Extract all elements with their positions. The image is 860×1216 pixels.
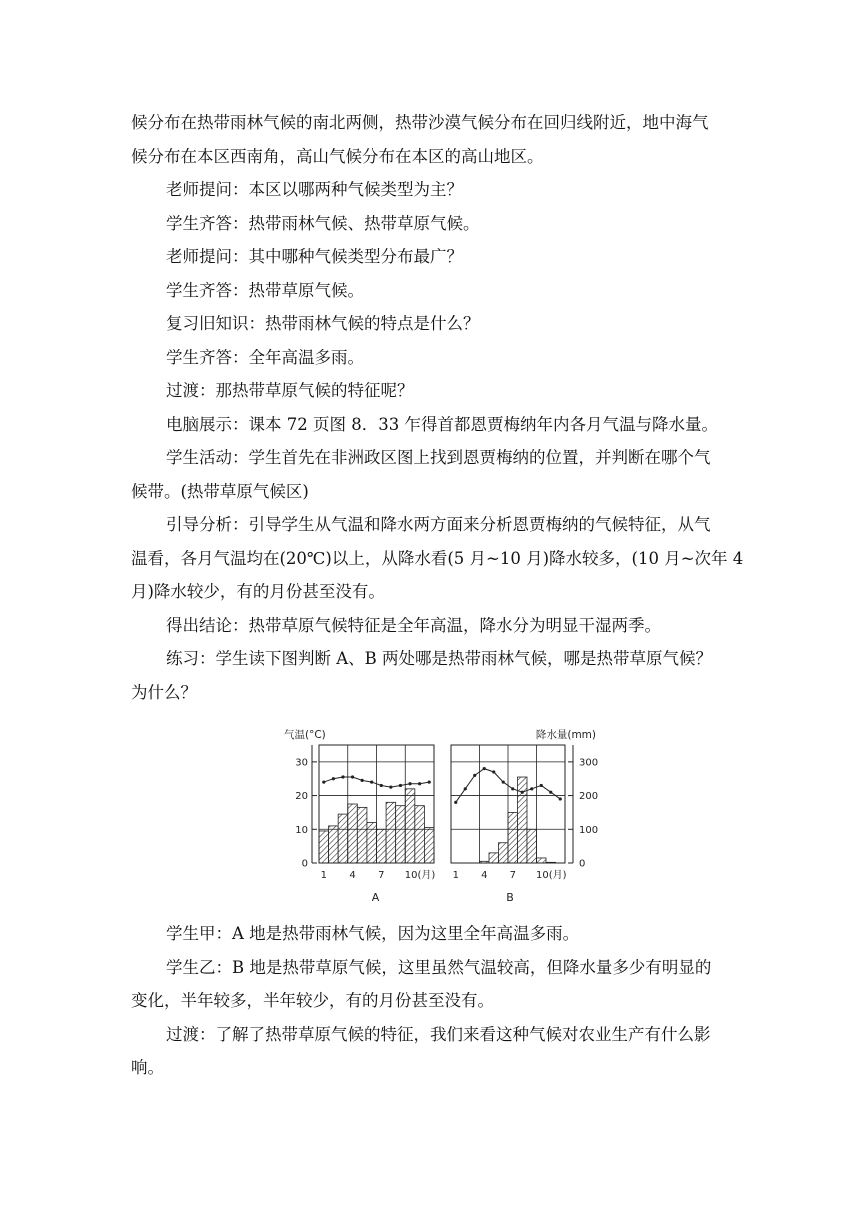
text-line: 月)降水较少，有的月份甚至没有。 [131, 582, 385, 601]
text-line: 过渡：了解了热带草原气候的特征，我们来看这种气候对农业生产有什么影 [166, 1025, 711, 1044]
chart-a-temp-point [341, 775, 344, 778]
chart-b-precip-bar [527, 829, 537, 863]
text-line: 变化，半年较多，半年较少，有的月份甚至没有。 [131, 991, 494, 1010]
chart-b-precip-bar [508, 812, 518, 863]
text-line: 学生齐答：热带草原气候。 [166, 281, 364, 300]
chart-a-precip-bar [367, 823, 377, 863]
chart-a-temp-point [351, 775, 354, 778]
chart-b-temp-point [473, 774, 476, 777]
chart-b-x-tick-label: 4 [481, 870, 488, 881]
text-line: 学生甲：A 地是热带雨林气候，因为这里全年高温多雨。 [166, 924, 580, 943]
chart-a-precip-bar [348, 804, 358, 863]
text-line: 练习：学生读下图判断 A、B 两处哪是热带雨林气候，哪是热带草原气候？ [166, 649, 713, 668]
chart-a-y-tick-label: 30 [295, 757, 308, 769]
chart-a-precip-bar [357, 807, 367, 863]
chart-a-y-tick-label: 0 [301, 858, 308, 870]
chart-a-temp-point [361, 779, 364, 782]
text-line: 候分布在热带雨林气候的南北两侧，热带沙漠气候分布在回归线附近，地中海气 [131, 113, 709, 132]
chart-b-temp-point [540, 784, 543, 787]
chart-a-label: A [371, 891, 380, 904]
text-line: 学生活动：学生首先在非洲政区图上找到恩贾梅纳的位置，并判断在哪个气 [166, 448, 711, 467]
chart-b-x-tick-label: 7 [509, 870, 516, 881]
chart-b-temp-point [521, 791, 524, 794]
chart-a-precip-bar [386, 802, 396, 863]
chart-a-y-tick-label: 20 [295, 791, 308, 803]
chart-a-x-tick-label: 4 [349, 870, 356, 881]
chart-a-precip-bar [319, 831, 329, 863]
chart-b-precip-bar [489, 853, 499, 863]
text-line: 过渡：那热带草原气候的特征呢？ [166, 381, 414, 400]
chart-b-y-tick-label: 200 [579, 791, 599, 803]
text-line: 电脑展示：课本 72 页图 8．33 乍得首都恩贾梅纳年内各月气温与降水量。 [166, 415, 718, 434]
chart-a-temp-point [322, 780, 325, 783]
chart-b-y-axis-title: 降水量(mm) [535, 729, 596, 741]
chart-a-y-tick-label: 10 [295, 824, 308, 836]
chart-b-x-tick-label: 1 [452, 870, 459, 881]
chart-a-temp-point [370, 780, 373, 783]
text-line: 温看，各月气温均在(20℃)以上，从降水看(5 月~10 月)降水较多，(10 月~次年 4 [131, 549, 744, 568]
text-line: 响。 [131, 1058, 164, 1077]
text-line: 候分布在本区西南角，高山气候分布在本区的高山地区。 [131, 147, 544, 166]
text-line: 引导分析：引导学生从气温和降水两方面来分析恩贾梅纳的气候特征，从气 [166, 515, 711, 534]
chart-a-temp-point [332, 777, 335, 780]
chart-a-temp-point [428, 780, 431, 783]
text-line: 复习旧知识：热带雨林气候的特点是什么？ [166, 314, 480, 333]
chart-b-temp-point [464, 787, 467, 790]
chart-a-precip-bar [338, 814, 348, 863]
text-line: 学生齐答：全年高温多雨。 [166, 348, 364, 367]
chart-a-precip-bar [377, 829, 387, 863]
chart-a-precip-bar [329, 826, 339, 863]
chart-a-precip-bar [424, 828, 434, 863]
chart-b-precip-bar [537, 858, 547, 863]
chart-b-temp-point [559, 797, 562, 800]
chart-b-label: B [506, 891, 514, 904]
chart-a-precip-bar [396, 806, 406, 863]
chart-b-temp-point [511, 787, 514, 790]
chart-b-temp-point [483, 767, 486, 770]
chart-a-precip-bar [415, 806, 425, 863]
chart-b-y-tick-label: 0 [579, 858, 586, 870]
text-line: 为什么？ [131, 683, 197, 702]
climate-charts-figure [270, 722, 600, 908]
chart-a-temp-point [408, 782, 411, 785]
chart-b-precip-bar [499, 843, 509, 863]
chart-a-x-tick-label: 10(月) [404, 870, 436, 881]
chart-a-x-tick-label: 7 [378, 870, 385, 881]
chart-a-temp-point [399, 784, 402, 787]
chart-a-temp-point [380, 784, 383, 787]
text-line: 学生齐答：热带雨林气候、热带草原气候。 [166, 214, 480, 233]
chart-a-temp-point [418, 782, 421, 785]
chart-b-y-tick-label: 300 [579, 757, 599, 769]
text-line: 得出结论：热带草原气候特征是全年高温，降水分为明显干湿两季。 [166, 616, 661, 635]
text-line: 学生乙：B 地是热带草原气候，这里虽然气温较高，但降水量多少有明显的 [166, 958, 712, 977]
chart-a-precip-bar [405, 789, 415, 863]
chart-b-temp-point [549, 791, 552, 794]
chart-a-y-axis-title: 气温(°C) [284, 729, 326, 741]
chart-b [451, 728, 598, 904]
chart-a-temp-point [389, 786, 392, 789]
chart-b-temp-point [530, 787, 533, 790]
chart-b-temp-point [492, 770, 495, 773]
text-line: 老师提问：本区以哪两种气候类型为主？ [166, 180, 463, 199]
text-line: 候带。(热带草原气候区) [131, 482, 309, 501]
chart-a [284, 728, 435, 904]
text-line: 老师提问：其中哪种气候类型分布最广？ [166, 247, 463, 266]
chart-b-y-tick-label: 100 [579, 824, 599, 836]
chart-b-temp-point [454, 801, 457, 804]
chart-b-precip-bar [518, 777, 528, 863]
chart-a-x-tick-label: 1 [320, 870, 327, 881]
chart-b-temp-point [502, 780, 505, 783]
chart-b-x-tick-label: 10(月) [535, 870, 567, 881]
